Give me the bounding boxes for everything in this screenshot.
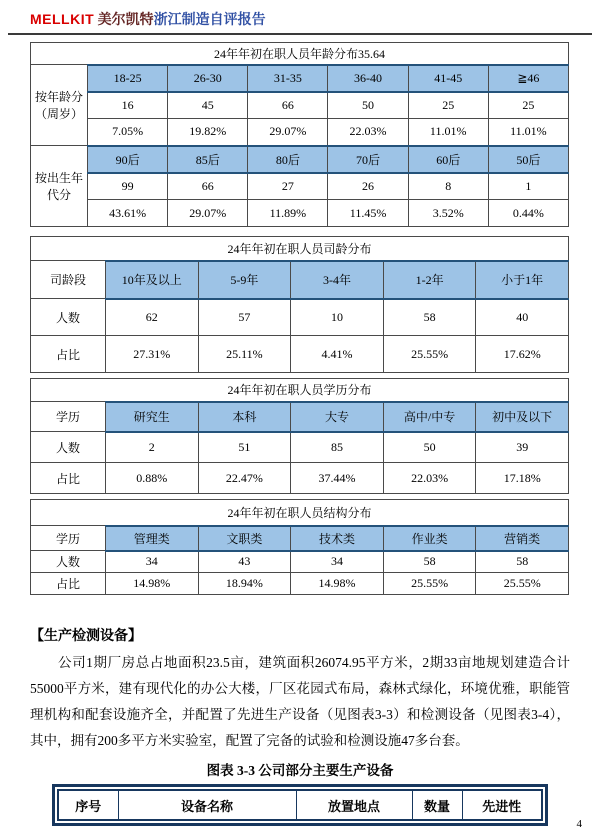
page-number: 4 (576, 818, 582, 830)
percent-cell: 43.61% (88, 200, 168, 227)
column-header: 5-9年 (198, 261, 291, 299)
percent-cell: 4.41% (291, 336, 384, 373)
figure-caption: 图表 3-3 公司部分主要生产设备 (206, 763, 394, 778)
age-distribution-table (30, 42, 569, 227)
percent-cell: 14.98% (106, 573, 199, 595)
column-header: 设备名称 (118, 790, 296, 820)
count-cell: 58 (383, 551, 476, 573)
equipment-table-frame (52, 784, 548, 826)
row-group-label: 按出生年代分 (31, 146, 88, 227)
column-header: 70后 (328, 146, 408, 173)
equipment-table (57, 789, 543, 821)
percent-cell: 37.44% (291, 463, 384, 494)
row-header: 人数 (31, 551, 106, 573)
count-cell: 10 (291, 299, 384, 336)
column-header: 3-4年 (291, 261, 384, 299)
column-header: 1-2年 (383, 261, 476, 299)
percent-cell: 25.11% (198, 336, 291, 373)
percent-cell: 25.55% (476, 573, 569, 595)
column-header: 50后 (488, 146, 568, 173)
row-header: 占比 (31, 336, 106, 373)
education-distribution-table (30, 378, 569, 494)
column-header: 31-35 (248, 65, 328, 92)
row-header: 人数 (31, 432, 106, 463)
column-header: 小于1年 (476, 261, 569, 299)
percent-cell: 25.55% (383, 336, 476, 373)
column-header: 初中及以下 (476, 402, 569, 432)
percent-cell: 29.07% (248, 119, 328, 146)
count-cell: 58 (476, 551, 569, 573)
percent-cell: 11.01% (488, 119, 568, 146)
count-cell: 40 (476, 299, 569, 336)
column-header: 85后 (168, 146, 248, 173)
count-cell: 51 (198, 432, 291, 463)
count-cell: 43 (198, 551, 291, 573)
column-header: 技术类 (291, 526, 384, 551)
column-header: 本科 (198, 402, 291, 432)
count-cell: 50 (328, 92, 408, 119)
count-cell: 34 (106, 551, 199, 573)
column-header: 26-30 (168, 65, 248, 92)
percent-cell: 7.05% (88, 119, 168, 146)
count-cell: 85 (291, 432, 384, 463)
row-header: 学历 (31, 526, 106, 551)
count-cell: 16 (88, 92, 168, 119)
count-cell: 34 (291, 551, 384, 573)
percent-cell: 0.44% (488, 200, 568, 227)
percent-cell: 11.01% (408, 119, 488, 146)
column-header: 作业类 (383, 526, 476, 551)
column-header: 序号 (58, 790, 118, 820)
column-header: 60后 (408, 146, 488, 173)
count-cell: 2 (106, 432, 199, 463)
column-header: 大专 (291, 402, 384, 432)
percent-cell: 25.55% (383, 573, 476, 595)
section-heading: 【生产检测设备】 (30, 629, 142, 644)
column-header: 管理类 (106, 526, 199, 551)
count-cell: 1 (488, 173, 568, 200)
percent-cell: 0.88% (106, 463, 199, 494)
table-title: 24年年初在职人员结构分布 (31, 500, 569, 526)
column-header: 41-45 (408, 65, 488, 92)
percent-cell: 17.18% (476, 463, 569, 494)
percent-cell: 14.98% (291, 573, 384, 595)
count-cell: 39 (476, 432, 569, 463)
row-header: 占比 (31, 463, 106, 494)
column-header: 放置地点 (296, 790, 412, 820)
structure-distribution-table (30, 499, 569, 595)
row-group-label: 按年龄分（周岁） (31, 65, 88, 146)
percent-cell: 11.45% (328, 200, 408, 227)
row-header: 人数 (31, 299, 106, 336)
table-title: 24年年初在职人员年龄分布35.64 (31, 43, 569, 65)
column-header: 80后 (248, 146, 328, 173)
column-header: 高中/中专 (383, 402, 476, 432)
count-cell: 45 (168, 92, 248, 119)
column-header: 营销类 (476, 526, 569, 551)
percent-cell: 11.89% (248, 200, 328, 227)
report-title: 浙江制造自评报告 (153, 13, 266, 28)
column-header: 文职类 (198, 526, 291, 551)
count-cell: 27 (248, 173, 328, 200)
column-header: 18-25 (88, 65, 168, 92)
count-cell: 25 (408, 92, 488, 119)
percent-cell: 22.47% (198, 463, 291, 494)
row-header: 司龄段 (31, 261, 106, 299)
count-cell: 99 (88, 173, 168, 200)
count-cell: 50 (383, 432, 476, 463)
count-cell: 58 (383, 299, 476, 336)
percent-cell: 22.03% (383, 463, 476, 494)
column-header: 数量 (412, 790, 462, 820)
count-cell: 66 (168, 173, 248, 200)
column-header: 90后 (88, 146, 168, 173)
percent-cell: 27.31% (106, 336, 199, 373)
column-header: ≧46 (488, 65, 568, 92)
brand-logo-text: MELLKIT (30, 11, 95, 27)
table-title: 24年年初在职人员司龄分布 (31, 237, 569, 261)
percent-cell: 29.07% (168, 200, 248, 227)
count-cell: 66 (248, 92, 328, 119)
count-cell: 57 (198, 299, 291, 336)
tenure-distribution-table (30, 236, 569, 373)
percent-cell: 19.82% (168, 119, 248, 146)
percent-cell: 22.03% (328, 119, 408, 146)
count-cell: 25 (488, 92, 568, 119)
count-cell: 62 (106, 299, 199, 336)
percent-cell: 3.52% (408, 200, 488, 227)
column-header: 10年及以上 (106, 261, 199, 299)
count-cell: 26 (328, 173, 408, 200)
row-header: 占比 (31, 573, 106, 595)
body-paragraph: 公司1期厂房总占地面积23.5亩，建筑面积26074.95平方米，2期33亩地规划建造合计55000平方米，建有现代化的办公大楼，厂区花园式布局，森林式绿化，环境优雅，职能管理机构和配套设施齐全，并配置了先进生产设备（见图表3-3）和检测设备（见图表3-4），其中，拥有200多平方米实验室，配置了完备的试验和检测设施47多台套。 (30, 655, 570, 748)
percent-cell: 18.94% (198, 573, 291, 595)
column-header: 先进性 (462, 790, 542, 820)
company-name: 美尔凯特 (97, 13, 154, 28)
document-header (8, 9, 592, 35)
column-header: 研究生 (106, 402, 199, 432)
count-cell: 8 (408, 173, 488, 200)
column-header: 36-40 (328, 65, 408, 92)
row-header: 学历 (31, 402, 106, 432)
table-title: 24年年初在职人员学历分布 (31, 379, 569, 402)
percent-cell: 17.62% (476, 336, 569, 373)
